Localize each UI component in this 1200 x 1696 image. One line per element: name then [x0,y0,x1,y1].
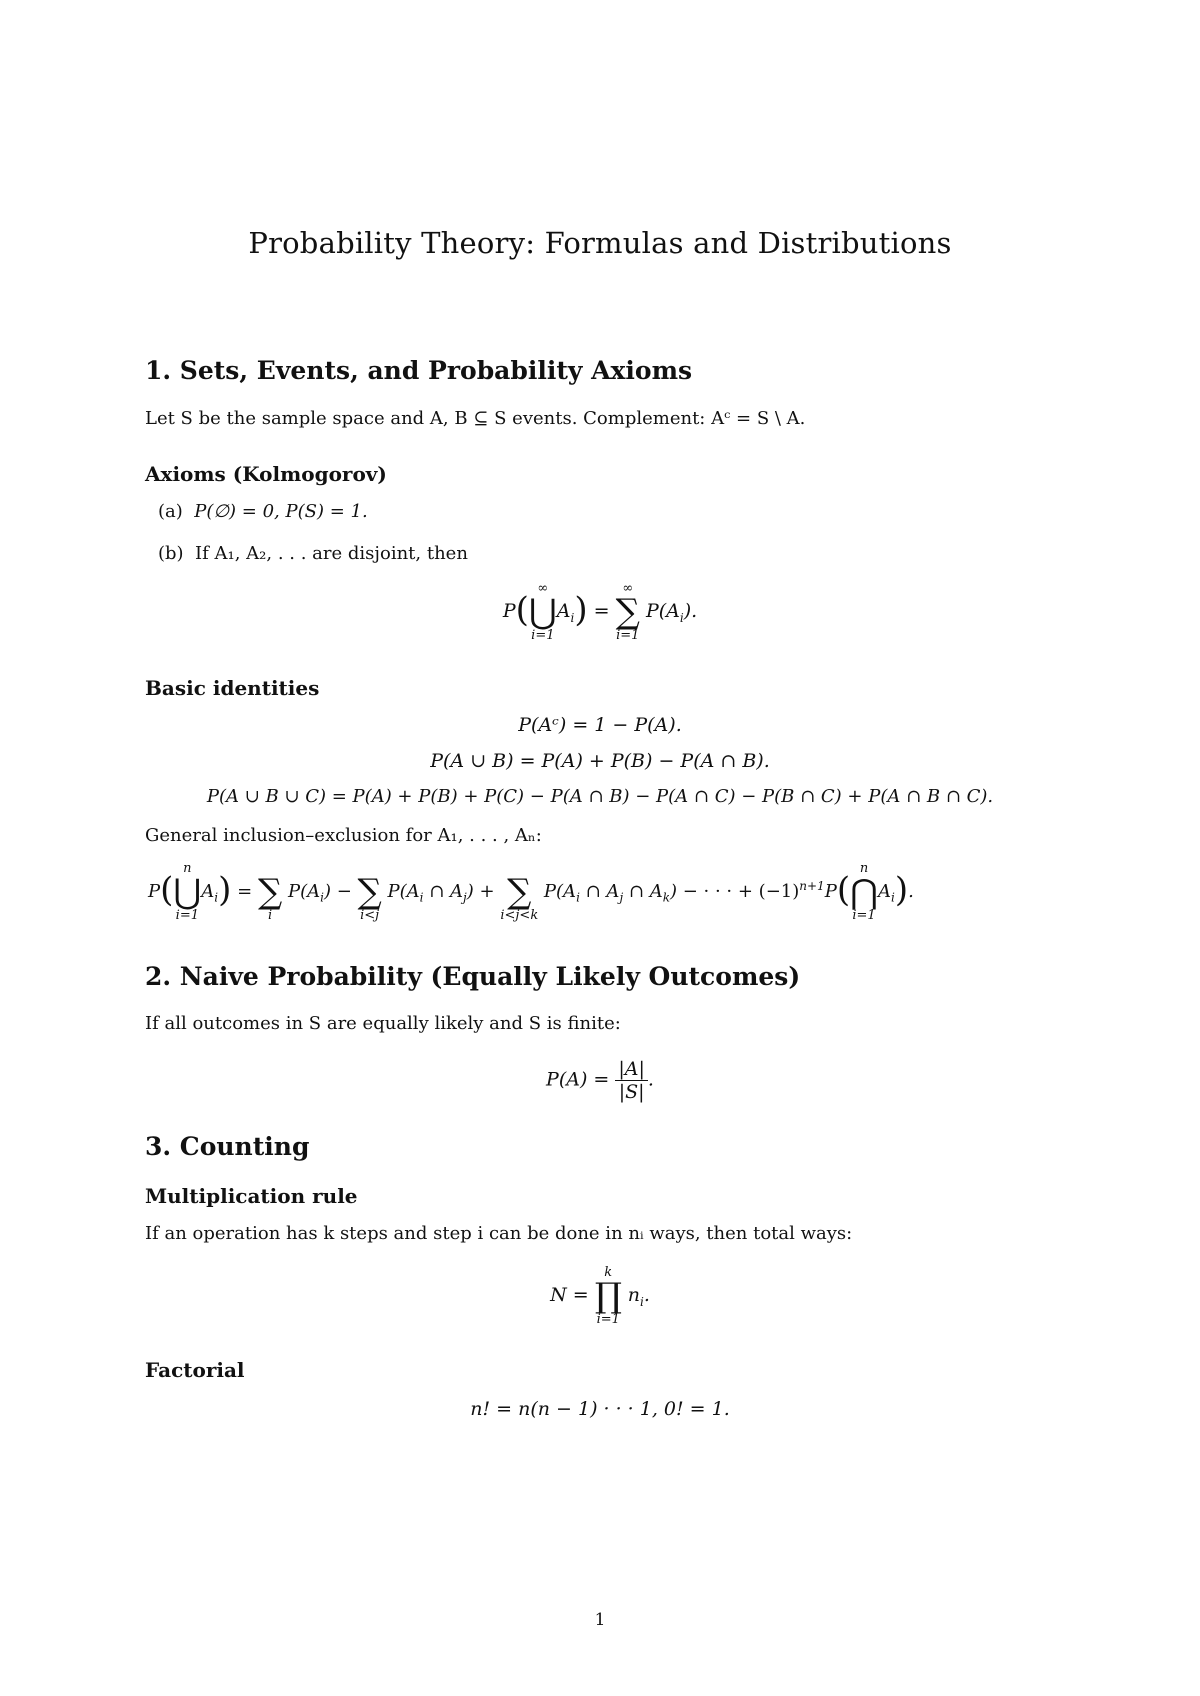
section-1-intro: Let S be the sample space and A, B ⊆ S events. Complement: Aᶜ = S \ A. [145,408,806,429]
multiplication-rule-text: If an operation has k steps and step i can be done in nᵢ ways, then total ways: [145,1223,853,1244]
factorial-formula: n! = n(n − 1) · · · 1, 0! = 1. [470,1398,730,1420]
axiom-b [158,543,468,564]
inclusion-exclusion-formula: P( n ⋃ i=1 $A_i$) = ∑ i $P(A_i)$ − ∑ i<j $P(A_i$ ∩ $A_j$) + ∑ i<j<k $P(A_i$ ∩ $A_j$ ∩ $A_k$) − · · · + $(-1)^{n+1}P$( n ⋂ i=1 $A_i$). [148,861,914,923]
axiom-a-formula: P(∅) = 0, P(S) = 1. [194,501,368,522]
page-title: Probability Theory: Formulas and Distributions [248,226,952,260]
identity-union-three: P(A ∪ B ∪ C) = P(A) + P(B) + P(C) − P(A ∩ B) − P(A ∩ C) − P(B ∩ C) + P(A ∩ B ∩ C). [206,786,994,807]
naive-probability-formula: P(A) = $\frac{|A|}{|S|}$ . [546,1058,654,1103]
section-2-intro: If all outcomes in S are equally likely and S is finite: [145,1013,621,1034]
identity-complement: P(Aᶜ) = 1 − P(A). [518,714,682,736]
axioms-heading: Axioms (Kolmogorov) [145,462,387,486]
axiom-b-label: (b) [158,543,184,564]
countable-additivity-formula: P( ∞ ⋃ i=1 $A_i$) = ∞ ∑ i=1 $P(A_i)$. [502,581,698,643]
axiom-a [158,501,368,522]
factorial-heading: Factorial [145,1358,245,1382]
section-heading-3: 3. Counting [145,1132,310,1161]
section-heading-1: 1. Sets, Events, and Probability Axioms [145,356,693,385]
axiom-a-label: (a) [158,501,183,522]
multiplication-rule-formula: N = k ∏ i=1 $n_i$. [550,1265,650,1327]
page-number: 1 [594,1610,606,1630]
multiplication-rule-heading: Multiplication rule [145,1184,358,1208]
identity-union-two: P(A ∪ B) = P(A) + P(B) − P(A ∩ B). [430,750,770,772]
basic-identities-heading: Basic identities [145,676,320,700]
section-heading-2: 2. Naive Probability (Equally Likely Outcomes) [145,962,801,991]
axiom-b-text: If A₁, A₂, . . . are disjoint, then [195,543,468,564]
inclusion-exclusion-text: General inclusion–exclusion for A₁, . . . , Aₙ: [145,825,542,846]
